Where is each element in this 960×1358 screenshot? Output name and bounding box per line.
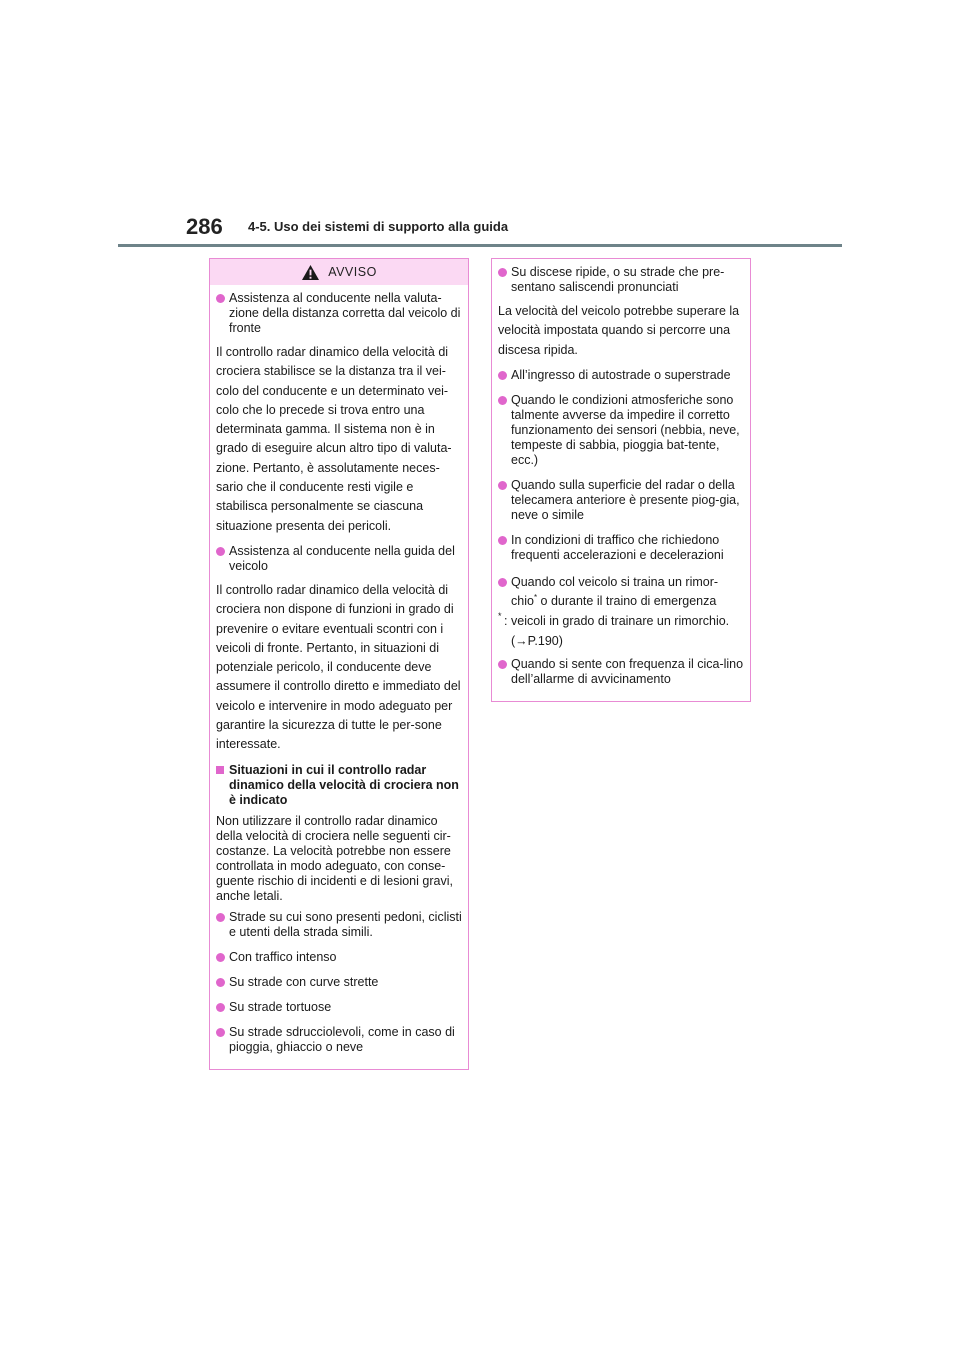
bullet-dot-icon [216,1028,225,1037]
bullet-dot-icon [498,481,507,490]
bullet-text: Assistenza al conducente nella valuta-zione della distanza corretta dal veicolo di fronte [229,291,461,335]
list-item-text: All’ingresso di autostrade o superstrade [511,367,731,382]
list-item [498,657,744,687]
list-item-towing [498,573,744,612]
page-number: 286 [186,214,223,239]
warning-triangle-icon [301,264,320,281]
bullet-item [216,291,462,336]
footnote-star: * [498,611,502,622]
warning-box-right [491,258,751,702]
paragraph: Non utilizzare il controllo radar dinamico della velocità di crociera nelle seguenti cir-costanze. La velocità potrebbe non essere controllata in modo adeguato, con conse-guente rischio di incidenti e di lesioni gravi, anche letali. [216,813,453,903]
list-item-text: Quando le condizioni atmosferiche sono talmente avverse da impedire il corretto funzionamento dei sensori (nebbia, neve, tempeste di sabbia, pioggia bat-tente, ecc.) [511,392,740,467]
list-item-text: In condizioni di traffico che richiedono frequenti accelerazioni e decelerazioni [511,532,724,562]
paragraph: Il controllo radar dinamico della velocità di crociera non dispone di funzioni in grado di prevenire o evitare eventuali scontri con i veicoli di fronte. Pertanto, in situazioni di potenziale pericolo, il conducente deve assumere il controllo diretto e immediato del veicolo e intervenire in modo adeguato per garantire la sicurezza di tutte le per-sone interessate. [216,582,461,752]
list-item-text: Quando col veicolo si traina un rimor-chio [511,574,719,609]
page-reference-link[interactable]: (→P.190) [511,633,563,648]
footnote-colon: : [504,614,508,629]
list-item [216,1025,462,1055]
bullet-dot-icon [216,978,225,987]
bullet-dot-icon [216,953,225,962]
paragraph: Il controllo radar dinamico della velocità di crociera stabilisce se la distanza tra il vei-colo del conducente e un determinato vei-colo che lo precede si trova entro una determinata gamma. Il sistema non è in grado di eseguire alcun altro tipo di valuta-zione. Pertanto, è assolutamente neces-sario che il conducente resti vigile e stabilisca personalmente se ciascuna situazione presenta dei pericoli. [216,345,452,533]
bullet-dot-icon [498,536,507,545]
list-item [216,1000,462,1015]
warning-content-left [210,285,468,1069]
bullet-item [216,544,462,574]
footnote-marker: * [533,593,538,603]
list-item-text: Con traffico intenso [229,949,337,964]
bullet-dot-icon [216,547,225,556]
warning-title: AVVISO [328,264,377,279]
bullet-dot-icon [216,913,225,922]
bullet-dot-icon [498,660,507,669]
list-item-text: Quando si sente con frequenza il cica-lino dell’allarme di avvicinamento [511,657,744,687]
footnote-text: veicoli in grado di trainare un rimorchio. [511,614,730,629]
list-item [498,265,744,295]
section-title: 4-5. Uso dei sistemi di supporto alla guida [248,219,509,234]
paragraph: La velocità del veicolo potrebbe superare la velocità impostata quando si percorre una discesa ripida. [498,304,740,357]
list-item [216,910,462,940]
header-rule [118,244,842,247]
warning-header [210,259,468,285]
list-item-text: Su discese ripide, o su strade che pre-sentano saliscendi pronunciati [511,265,725,294]
bullet-dot-icon [498,371,507,380]
warning-content-right [492,259,750,701]
list-item-text: Su strade con curve strette [229,974,379,989]
subheading [216,763,462,808]
warning-box-left [209,258,469,1070]
bullet-dot-icon [216,294,225,303]
bullet-dot-icon [216,1003,225,1012]
list-item-text: Strade su cui sono presenti pedoni, ciclisti e utenti della strada simili. [229,909,462,939]
square-bullet-icon [216,766,224,774]
list-item-text: Su strade tortuose [229,999,332,1014]
subheading-text: Situazioni in cui il controllo radar dinamico della velocità di crociera non è indicato [229,762,459,807]
list-item-text: Su strade sdrucciolevoli, come in caso di pioggia, ghiaccio o neve [229,1024,455,1054]
list-item [498,478,744,523]
bullet-dot-icon [498,396,507,405]
list-item-text: o durante il traino di emergenza [537,594,717,609]
footnote [498,612,744,651]
list-item-text: Quando sulla superficie del radar o della telecamera anteriore è presente piog-gia, neve o simile [511,477,740,522]
list-item [216,950,462,965]
list-item [216,975,462,990]
bullet-dot-icon [498,578,507,587]
bullet-dot-icon [498,268,507,277]
list-item [498,533,744,563]
list-item [498,368,744,383]
list-item [498,393,744,468]
bullet-text: Assistenza al conducente nella guida del veicolo [229,543,455,573]
